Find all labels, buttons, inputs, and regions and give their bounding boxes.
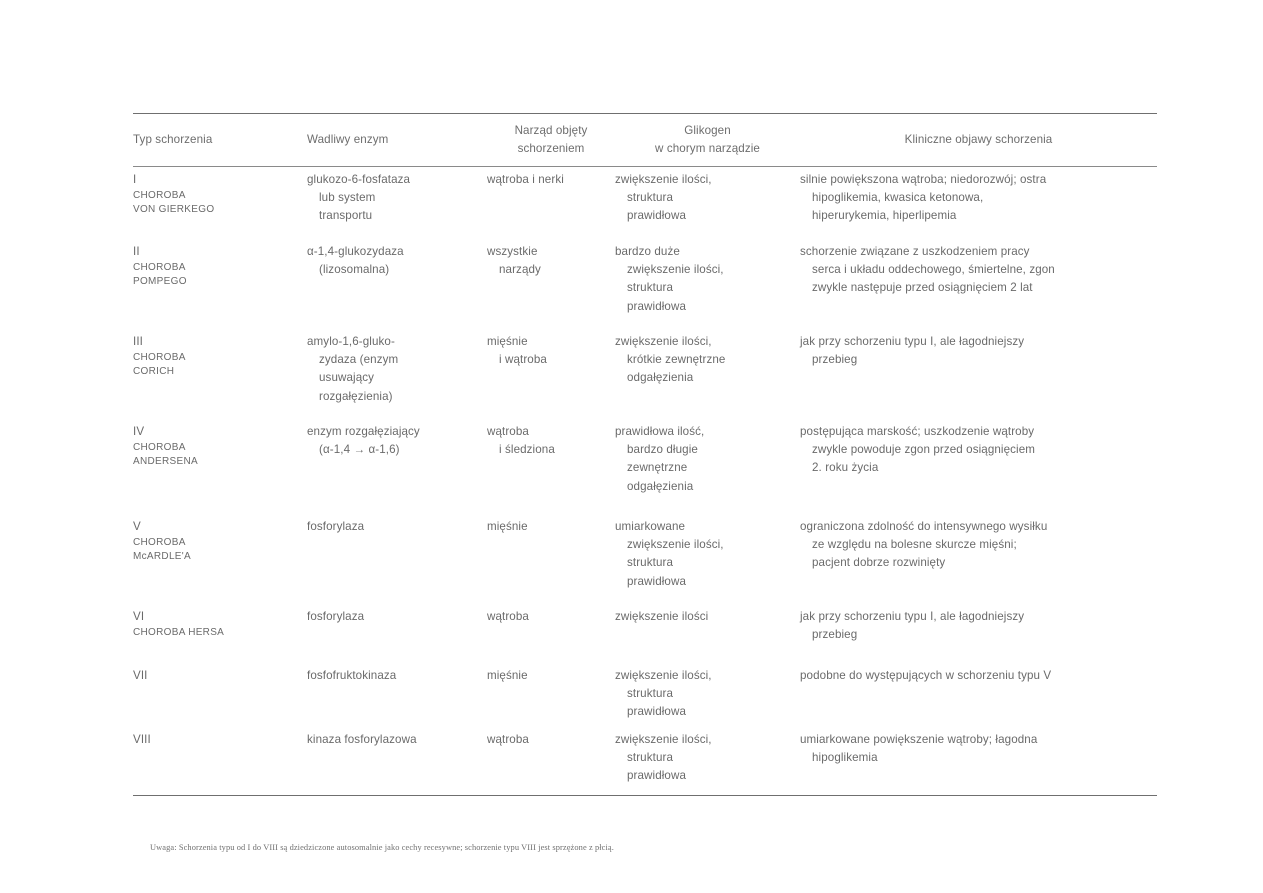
cell-line: silnie powiększona wątroba; niedorozwój; ostra (800, 173, 1047, 186)
cell-line: ograniczona zdolność do intensywnego wysiłku (800, 520, 1048, 533)
cell-line: umiarkowane (615, 520, 686, 533)
cell-line: zwiększenie ilości, (627, 538, 724, 552)
cell-line: wątroba (487, 425, 529, 438)
cell-line: zwiększenie ilości, (615, 335, 712, 348)
cell-line: prawidłowa ilość, (615, 425, 705, 438)
cell-line: zewnętrzne (627, 461, 688, 475)
cell-line: jak przy schorzeniu typu I, ale łagodniejszy (800, 335, 1025, 348)
cell-glycogen (615, 514, 800, 604)
cell-line: struktura (627, 751, 674, 765)
cell-symptoms (800, 604, 1157, 663)
type-numeral: I (133, 173, 137, 186)
cell-line: umiarkowane powiększenie wątroby; łagodna (800, 733, 1038, 746)
disease-name: McARDLE'A (133, 551, 191, 563)
cell-line: zwiększenie ilości, (615, 733, 712, 746)
cell-line: zwykle powoduje zgon przed osiągnięciem (812, 443, 1036, 457)
cell-organ (487, 604, 615, 663)
cell-line: (lizosomalna) (319, 263, 390, 277)
disease-name: VON GIERKEGO (133, 204, 215, 216)
cell-type (133, 604, 307, 663)
cell-symptoms (800, 239, 1157, 329)
cell-line: fosfofruktokinaza (307, 669, 397, 682)
header-organ (487, 114, 615, 166)
cell-organ (487, 727, 615, 791)
cell-line: bardzo długie (627, 443, 698, 457)
cell-type (133, 239, 307, 329)
cell-line: hiperurykemia, hiperlipemia (812, 209, 957, 223)
cell-line: transportu (319, 209, 373, 223)
cell-line: kinaza fosforylazowa (307, 733, 417, 746)
cell-enzyme (307, 663, 487, 727)
cell-enzyme (307, 239, 487, 329)
cell-line: hipoglikemia, kwasica ketonowa, (812, 191, 984, 205)
cell-line: prawidłowa (627, 705, 686, 719)
cell-organ (487, 167, 615, 239)
cell-line: mięśnie (487, 335, 528, 348)
cell-line: odgałęzienia (627, 479, 694, 493)
header-row (133, 114, 1157, 166)
cell-symptoms (800, 167, 1157, 239)
table-row (133, 167, 1157, 239)
cell-line: prawidłowa (627, 299, 686, 313)
cell-line: zwiększenie ilości (615, 610, 709, 623)
cell-organ (487, 419, 615, 514)
cell-glycogen (615, 663, 800, 727)
header-glycogen (615, 114, 800, 166)
cell-line: hipoglikemia (812, 751, 878, 765)
cell-line: podobne do występujących w schorzeniu typu V (800, 669, 1052, 682)
cell-symptoms (800, 419, 1157, 514)
disease-name: CHOROBA (133, 262, 186, 274)
cell-line: enzym rozgałęziający (307, 425, 420, 438)
cell-line: schorzenie związane z uszkodzeniem pracy (800, 245, 1030, 258)
cell-line: pacjent dobrze rozwinięty (812, 556, 946, 570)
cell-line: serca i układu oddechowego, śmiertelne, zgon (812, 263, 1055, 277)
cell-line: i śledziona (499, 443, 555, 457)
disease-name: ANDERSENA (133, 456, 198, 468)
cell-line: (α-1,4 → α-1,6) (319, 443, 400, 457)
cell-line: wątroba (487, 610, 529, 623)
cell-line: mięśnie (487, 520, 528, 533)
disease-name: CORICH (133, 366, 175, 378)
cell-organ (487, 329, 615, 419)
cell-line: prawidłowa (627, 769, 686, 783)
type-numeral: II (133, 245, 140, 258)
cell-glycogen (615, 239, 800, 329)
cell-symptoms (800, 514, 1157, 604)
cell-enzyme (307, 727, 487, 791)
cell-line: prawidłowa (627, 209, 686, 223)
header-line: Wadliwy enzym (307, 132, 389, 146)
table-row (133, 604, 1157, 663)
disease-name: CHOROBA (133, 537, 186, 549)
table-body (133, 167, 1157, 791)
cell-line: fosforylaza (307, 610, 365, 623)
table-row (133, 727, 1157, 791)
cell-line: 2. roku życia (812, 461, 879, 475)
header-enzyme (307, 114, 487, 166)
cell-line: wątroba (487, 733, 529, 746)
header-line: Kliniczne objawy schorzenia (904, 132, 1053, 146)
header-line: w chorym narządzie (655, 142, 760, 155)
cell-line: wszystkie (487, 245, 538, 258)
cell-line: zwiększenie ilości, (615, 669, 712, 682)
type-numeral: V (133, 520, 141, 533)
cell-line: prawidłowa (627, 574, 686, 588)
cell-line: zwykle następuje przed osiągnięciem 2 lat (812, 281, 1033, 295)
cell-line: narządy (499, 263, 541, 277)
header-line: Typ schorzenia (133, 132, 213, 146)
disease-name: POMPEGO (133, 276, 187, 288)
type-numeral: VI (133, 610, 145, 623)
table-row (133, 514, 1157, 604)
cell-line: zwiększenie ilości, (627, 263, 724, 277)
disease-name: CHOROBA HERSA (133, 627, 225, 639)
cell-line: struktura (627, 556, 674, 570)
cell-line: krótkie zewnętrzne (627, 353, 726, 367)
cell-type (133, 419, 307, 514)
cell-type (133, 329, 307, 419)
cell-line: α-1,4-glukozydaza (307, 245, 404, 258)
cell-line: lub system (319, 191, 376, 205)
cell-line: jak przy schorzeniu typu I, ale łagodniejszy (800, 610, 1025, 623)
cell-symptoms (800, 727, 1157, 791)
cell-line: usuwający (319, 371, 375, 385)
cell-line: fosforylaza (307, 520, 365, 533)
bottom-rule (133, 795, 1157, 796)
cell-enzyme (307, 167, 487, 239)
cell-enzyme (307, 514, 487, 604)
cell-line: zydaza (enzym (319, 353, 399, 367)
cell-enzyme (307, 419, 487, 514)
header-line: schorzeniem (517, 142, 585, 155)
table-row (133, 419, 1157, 514)
cell-line: mięśnie (487, 669, 528, 682)
cell-type (133, 167, 307, 239)
cell-line: amylo-1,6-gluko- (307, 335, 395, 348)
cell-glycogen (615, 419, 800, 514)
type-numeral: III (133, 335, 143, 348)
glycogen-storage-table (133, 113, 1157, 796)
cell-line: ze względu na bolesne skurcze mięśni; (812, 538, 1017, 552)
cell-line: bardzo duże (615, 245, 680, 258)
cell-glycogen (615, 727, 800, 791)
type-numeral: VIII (133, 733, 151, 746)
cell-symptoms (800, 329, 1157, 419)
cell-type (133, 514, 307, 604)
table-row (133, 663, 1157, 727)
cell-glycogen (615, 167, 800, 239)
header-type (133, 114, 307, 166)
cell-symptoms (800, 663, 1157, 727)
cell-line: odgałęzienia (627, 371, 694, 385)
table (133, 114, 1157, 166)
table-row (133, 239, 1157, 329)
cell-line: wątroba i nerki (487, 173, 564, 186)
cell-type (133, 663, 307, 727)
header-line: Narząd objęty (514, 123, 588, 137)
cell-line: przebieg (812, 628, 858, 642)
table-footnote: Uwaga: Schorzenia typu od I do VIII są dziedziczone autosomalnie jako cechy recesywne; schorzenie typu VIII jest sprzężone z płcią. (150, 843, 614, 852)
disease-name: CHOROBA (133, 442, 186, 454)
cell-line: rozgałęzienia) (319, 389, 393, 403)
type-numeral: IV (133, 425, 145, 438)
cell-line: postępująca marskość; uszkodzenie wątroby (800, 425, 1035, 438)
cell-line: struktura (627, 687, 674, 701)
cell-enzyme (307, 329, 487, 419)
header-symptoms (800, 114, 1157, 166)
disease-name: CHOROBA (133, 190, 186, 202)
cell-line: glukozo-6-fosfataza (307, 173, 411, 186)
cell-organ (487, 239, 615, 329)
cell-enzyme (307, 604, 487, 663)
cell-organ (487, 514, 615, 604)
header-line: Glikogen (684, 123, 731, 137)
table-row (133, 329, 1157, 419)
cell-glycogen (615, 604, 800, 663)
cell-line: struktura (627, 281, 674, 295)
cell-line: i wątroba (499, 353, 547, 367)
disease-name: CHOROBA (133, 352, 186, 364)
cell-line: zwiększenie ilości, (615, 173, 712, 186)
cell-glycogen (615, 329, 800, 419)
type-numeral: VII (133, 669, 148, 682)
cell-organ (487, 663, 615, 727)
cell-line: przebieg (812, 353, 858, 367)
cell-line: struktura (627, 191, 674, 205)
cell-type (133, 727, 307, 791)
